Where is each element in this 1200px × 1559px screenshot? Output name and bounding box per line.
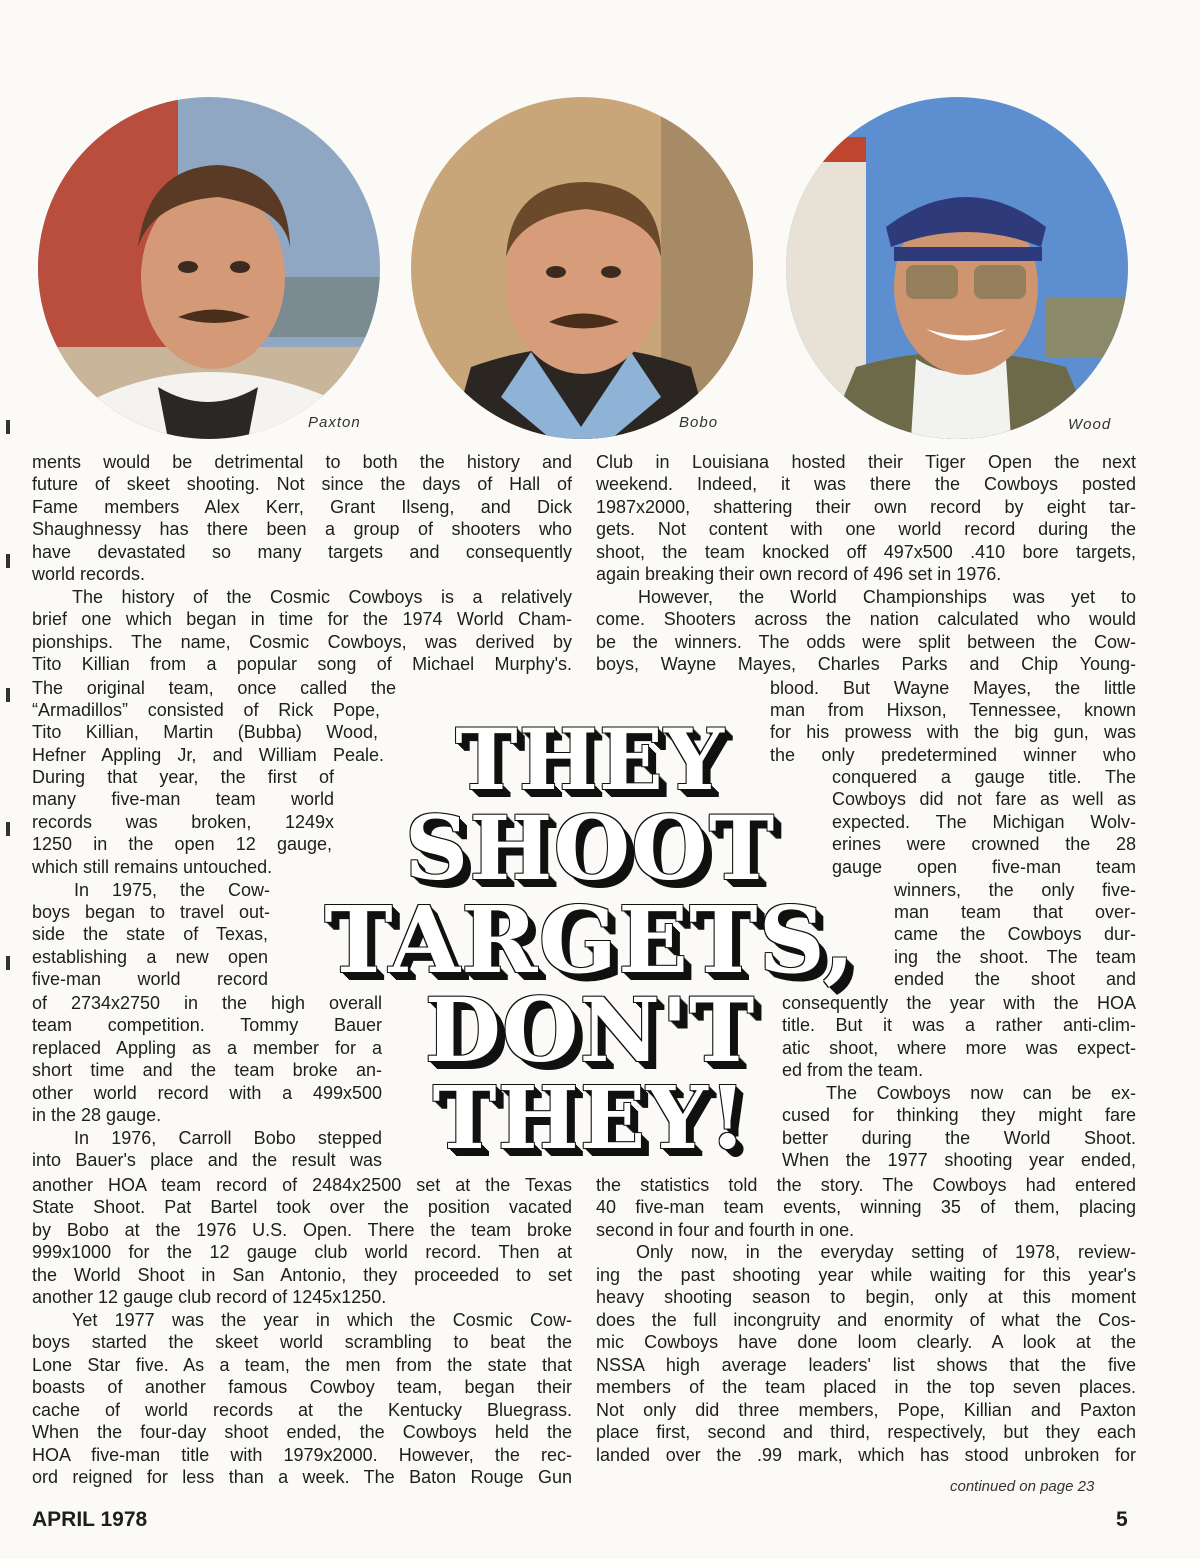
right-p2-line-6: man from Hixson, Tennessee, known [770, 700, 1136, 720]
left-p4-line-3: side the state of Texas, [32, 924, 268, 944]
page-number: 5 [1116, 1508, 1128, 1531]
right-p2-line-4: boys, Wayne Mayes, Charles Parks and Chip Young- [596, 654, 1136, 674]
left-p2-line-1: The history of the Cosmic Cowboys is a relatively [72, 587, 572, 607]
headline-line-3: TARGETS, [324, 886, 856, 994]
right-p2-line-20: title. But it was a rather anti-clim- [782, 1015, 1136, 1035]
right-p1-line-1: Club in Louisiana hosted their Tiger Open the next [596, 452, 1136, 472]
headline-line-2: SHOOT [404, 796, 776, 900]
right-p2-line-2: come. Shooters across the nation calculated who would [596, 609, 1136, 629]
right-p3-line-6: 40 five-man team events, winning 35 of them, placing [596, 1197, 1136, 1217]
photo-bobo [411, 97, 753, 439]
left-p6-line-1: Yet 1977 was the year in which the Cosmic Cow- [72, 1310, 572, 1330]
left-p4-line-1: In 1975, the Cow- [74, 880, 270, 900]
left-p4-line-5: five-man world record [32, 969, 268, 989]
left-p3-line-2: “Armadillos” consisted of Rick Pope, [32, 700, 380, 720]
continued-note: continued on page 23 [950, 1478, 1095, 1495]
right-p3-line-1: The Cowboys now can be ex- [826, 1083, 1136, 1103]
caption-wood: Wood [1068, 416, 1112, 433]
right-p2-line-1: However, the World Championships was yet to [638, 587, 1136, 607]
headline-line-5: THEY! [432, 1068, 748, 1169]
left-p4-line-10: other world record with a 499x500 [32, 1083, 382, 1103]
portrait-wood-image [786, 97, 1128, 439]
left-p5-line-2: into Bauer's place and the result was [32, 1150, 382, 1170]
left-p3-line-9: which still remains untouched. [32, 857, 273, 877]
right-p3-line-4: When the 1977 shooting year ended, [782, 1150, 1136, 1170]
left-p5-line-7: the World Shoot in San Antonio, they proceeded to set [32, 1265, 572, 1285]
right-p2-line-19: consequently the year with the HOA [782, 993, 1136, 1013]
right-p1-line-2: weekend. Indeed, it was there the Cowboys posted [596, 474, 1136, 494]
left-p4-line-9: short time and the team broke an- [32, 1060, 382, 1080]
right-p3-line-7: second in four and fourth in one. [596, 1220, 855, 1240]
caption-paxton: Paxton [308, 414, 361, 431]
left-p6-line-6: When the four-day shoot ended, the Cowboys held the [32, 1422, 572, 1442]
right-p4-line-7: members of the team placed in the top seven places. [596, 1377, 1136, 1397]
right-p4-line-9: place first, second and third, respectively, but they each [596, 1422, 1136, 1442]
left-p3-line-1: The original team, once called the [32, 678, 396, 698]
right-p2-line-11: expected. The Michigan Wolv- [832, 812, 1136, 832]
right-p2-line-16: came the Cowboys dur- [894, 924, 1136, 944]
right-p3-line-5: the statistics told the story. The Cowboys had entered [596, 1175, 1136, 1195]
right-p2-line-5: blood. But Wayne Mayes, the little [770, 678, 1136, 698]
right-p3-line-3: better during the World Shoot. [782, 1128, 1136, 1148]
right-p2-line-21: atic shoot, where more was expect- [782, 1038, 1136, 1058]
right-p4-line-10: landed over the .99 mark, which has stood unbroken for [596, 1445, 1136, 1465]
right-p2-line-3: be the winners. The odds were split between the Cow- [596, 632, 1136, 652]
left-p4-line-6: of 2734x2750 in the high overall [32, 993, 382, 1013]
right-p2-line-7: for his prowess with the big gun, was [770, 722, 1136, 742]
right-p4-line-5: mic Cowboys have done loom clearly. A look at the [596, 1332, 1136, 1352]
left-p1-line-1: ments would be detrimental to both the history and [32, 452, 572, 472]
right-p1-line-5: shoot, the team knocked off 497x500 .410 bore targets, [596, 542, 1136, 562]
right-p1-line-6: again breaking their own record of 496 set in 1976. [596, 564, 1002, 584]
left-p6-line-5: cache of world records at the Kentucky Bluegrass. [32, 1400, 572, 1420]
left-p5-line-4: State Shoot. Pat Bartel took over the position vacated [32, 1197, 572, 1217]
left-p6-line-8: ord reigned for less than a week. The Baton Rouge Gun [32, 1467, 572, 1487]
left-p3-line-5: During that year, the first of [32, 767, 334, 787]
left-p3-line-8: 1250 in the open 12 gauge, [32, 834, 332, 854]
left-p4-line-2: boys began to travel out- [32, 902, 270, 922]
right-p4-line-1: Only now, in the everyday setting of 1978, review- [636, 1242, 1136, 1262]
left-p5-line-5: by Bobo at the 1976 U.S. Open. There the team broke [32, 1220, 572, 1240]
left-p2-line-3: pionships. The name, Cosmic Cowboys, was derived by [32, 632, 572, 652]
left-p1-line-3: Fame members Alex Kerr, Grant Ilseng, and Dick [32, 497, 572, 517]
left-p1-line-2: future of skeet shooting. Not since the days of Hall of [32, 474, 572, 494]
headline [320, 710, 860, 1169]
left-p6-line-7: HOA five-man title with 1979x2000. However, the rec- [32, 1445, 572, 1465]
left-p5-line-6: 999x1000 for the 12 gauge club world record. Then at [32, 1242, 572, 1262]
right-p1-line-4: gets. Not content with one world record during the [596, 519, 1136, 539]
right-p2-line-14: winners, the only five- [894, 880, 1136, 900]
left-p5-line-1: In 1976, Carroll Bobo stepped [74, 1128, 382, 1148]
left-p3-line-7: records was broken, 1249x [32, 812, 334, 832]
margin-marks [0, 380, 14, 970]
right-p2-line-22: ed from the team. [782, 1060, 924, 1080]
left-p3-line-4: Hefner Appling Jr, and William Peale. [32, 745, 384, 765]
right-p4-line-6: NSSA high average leaders' list shows that the five [596, 1355, 1136, 1375]
headline-line-1: THEY [455, 710, 725, 809]
right-p2-line-9: conquered a gauge title. The [832, 767, 1136, 787]
left-p1-line-5: have devastated so many targets and consequently [32, 542, 572, 562]
right-p3-line-2: cused for thinking they might fare [782, 1105, 1136, 1125]
right-p2-line-10: Cowboys did not fare as well as [832, 789, 1136, 809]
caption-bobo: Bobo [679, 414, 719, 431]
left-p1-line-6: world records. [32, 564, 146, 584]
issue-date: APRIL 1978 [32, 1508, 148, 1531]
left-p3-line-6: many five-man team world [32, 789, 334, 809]
right-p2-line-15: man team that over- [894, 902, 1136, 922]
left-p4-line-11: in the 28 gauge. [32, 1105, 162, 1125]
photo-wood [786, 97, 1128, 439]
photo-paxton [38, 97, 380, 439]
left-p1-line-4: Shaughnessy has there been a group of shooters who [32, 519, 572, 539]
left-p3-line-3: Tito Killian, Martin (Bubba) Wood, [32, 722, 378, 742]
left-p5-line-8: another 12 gauge club record of 1245x1250. [32, 1287, 387, 1307]
right-p2-line-17: ing the shoot. The team [894, 947, 1136, 967]
right-p4-line-3: heavy shooting season to begin, only at this moment [596, 1287, 1136, 1307]
right-p4-line-2: ing the past shooting year while waiting for this year's [596, 1265, 1136, 1285]
portrait-bobo-image [411, 97, 753, 439]
right-p2-line-12: erines were crowned the 28 [832, 834, 1136, 854]
right-p2-line-13: gauge open five-man team [832, 857, 1136, 877]
right-p2-line-8: the only predetermined winner who [770, 745, 1136, 765]
headline-line-4: DON'T [424, 978, 756, 1082]
left-p4-line-8: replaced Appling as a member for a [32, 1038, 382, 1058]
right-p2-line-18: ended the shoot and [894, 969, 1136, 989]
left-p4-line-7: team competition. Tommy Bauer [32, 1015, 382, 1035]
portrait-paxton-image [38, 97, 380, 439]
left-p2-line-4: Tito Killian from a popular song of Michael Murphy's. [32, 654, 572, 674]
left-p6-line-3: Lone Star five. As a team, the men from the state that [32, 1355, 572, 1375]
right-p1-line-3: 1987x2000, shattering their own record by eight tar- [596, 497, 1136, 517]
left-p6-line-2: boys started the skeet world scrambling to beat the [32, 1332, 572, 1352]
left-p2-line-2: brief one which began in time for the 1974 World Cham- [32, 609, 572, 629]
left-p5-line-3: another HOA team record of 2484x2500 set at the Texas [32, 1175, 572, 1195]
right-p4-line-4: does the full incongruity and enormity of what the Cos- [596, 1310, 1136, 1330]
right-p4-line-8: Not only did three members, Pope, Killian and Paxton [596, 1400, 1136, 1420]
left-p4-line-4: establishing a new open [32, 947, 268, 967]
left-p6-line-4: boasts of another famous Cowboy team, began their [32, 1377, 572, 1397]
